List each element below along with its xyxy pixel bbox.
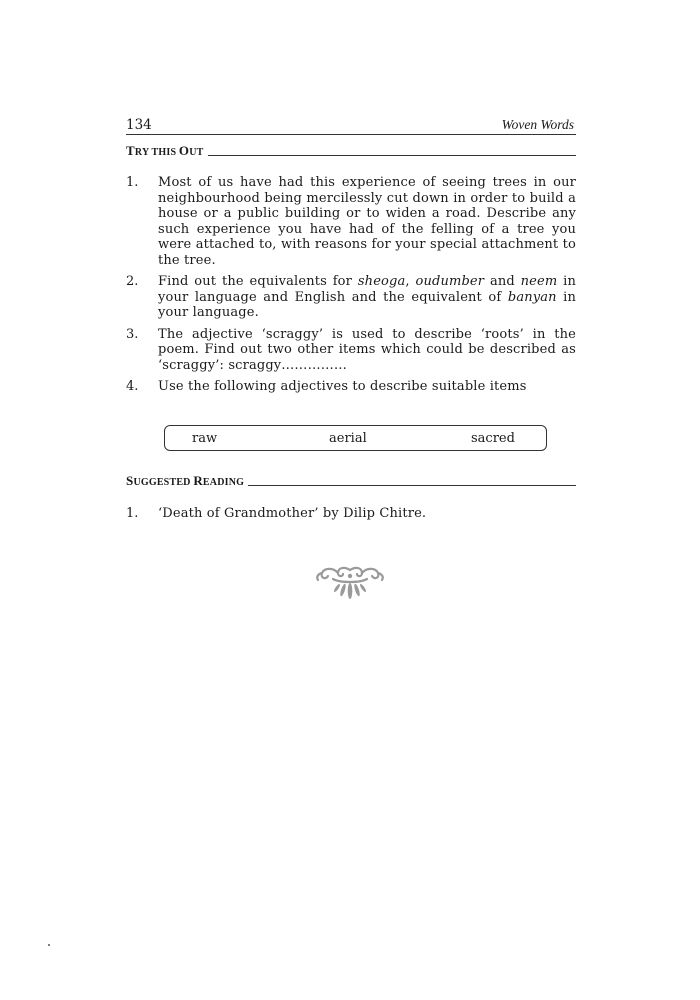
item-text: ‘Death of Grandmother’ by Dilip Chitre. [158, 506, 427, 521]
item-number: 3. [126, 326, 139, 342]
adjective-aerial: aerial [329, 431, 367, 446]
list-item [126, 327, 576, 374]
item-number: 1. [126, 175, 139, 190]
item-text: Use the following adjectives to describe suitable items [158, 379, 527, 394]
heading-rule [248, 485, 576, 486]
exercise-list [126, 175, 576, 401]
adjective-raw: raw [192, 431, 218, 446]
item-number: 4. [126, 379, 139, 394]
list-item [126, 379, 576, 395]
running-title: Woven Words [501, 117, 574, 132]
adjectives-box [164, 425, 547, 451]
section-heading-suggested-reading [126, 473, 576, 489]
item-number: 2. [126, 274, 139, 289]
page-number: 134 [126, 117, 152, 133]
reading-list [126, 506, 576, 528]
header-rule [126, 134, 576, 135]
heading-text: TRY THIS OUT [126, 143, 204, 158]
item-text: Find out the equivalents for sheoga, oudumber and neem in your language and English and the equivalent of banyan in your language. [158, 274, 576, 320]
list-item [126, 175, 576, 268]
floral-ornament-icon [313, 564, 387, 602]
heading-text: SUGGESTED READING [126, 473, 245, 488]
list-item [126, 274, 576, 321]
section-heading-try-this-out [126, 143, 576, 159]
item-text: Most of us have had this experience of seeing trees in our neighbourhood being mercilessly cut down in order to build a house or a public building or to widen a road. Describe any such experience you have had of the felling of a tree you were attached to, with reasons for your special attachment to the tree. [158, 175, 576, 268]
item-text: The adjective ‘scraggy’ is used to describe ‘roots’ in the poem. Find out two other items which could be described as ‘scraggy’: scraggy…………… [158, 326, 576, 373]
stray-dot [48, 944, 50, 946]
list-item [126, 506, 576, 522]
item-number: 1. [126, 506, 139, 521]
adjective-sacred: sacred [471, 431, 515, 446]
heading-rule [208, 155, 576, 156]
